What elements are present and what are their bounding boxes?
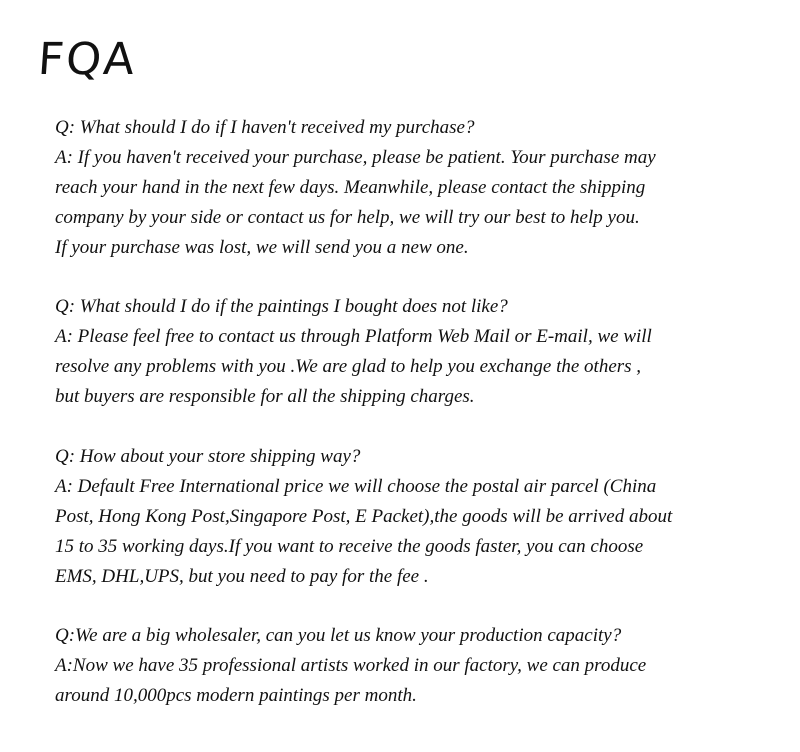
answer-text: If your purchase was lost, we will send you a new one. xyxy=(55,237,469,258)
question-text: Q: What should I do if the paintings I bought does not like? xyxy=(55,296,508,317)
answer-text: EMS, DHL,UPS, but you need to pay for the fee . xyxy=(55,566,429,587)
answer-text: A: Default Free International price we will choose the postal air parcel (China xyxy=(55,476,657,497)
answer-text: Post, Hong Kong Post,Singapore Post, E Packet),the goods will be arrived about xyxy=(55,506,673,527)
answer-text: A:Now we have 35 professional artists worked in our factory, we can produce xyxy=(55,655,647,676)
answer-text: A: Please feel free to contact us through Platform Web Mail or E-mail, we will xyxy=(55,326,652,347)
answer-text: A: If you haven't received your purchase, please be patient. Your purchase may xyxy=(55,147,656,168)
answer-text: reach your hand in the next few days. Meanwhile, please contact the shipping xyxy=(55,177,646,198)
answer-text: resolve any problems with you .We are glad to help you exchange the others , xyxy=(55,356,642,377)
faq-item xyxy=(55,292,785,412)
page-title: FQA xyxy=(36,34,138,85)
answer-text: 15 to 35 working days.If you want to receive the goods faster, you can choose xyxy=(55,536,644,557)
faq-item xyxy=(55,621,785,711)
question-text: Q: How about your store shipping way? xyxy=(55,446,361,467)
faq-item xyxy=(55,442,785,592)
faq-item xyxy=(55,113,785,263)
answer-text: company by your side or contact us for help, we will try our best to help you. xyxy=(55,207,640,228)
answer-text: but buyers are responsible for all the shipping charges. xyxy=(55,386,475,407)
answer-text: around 10,000pcs modern paintings per month. xyxy=(55,685,417,706)
question-text: Q:We are a big wholesaler, can you let us know your production capacity? xyxy=(55,625,622,646)
question-text: Q: What should I do if I haven't received my purchase? xyxy=(55,117,475,138)
